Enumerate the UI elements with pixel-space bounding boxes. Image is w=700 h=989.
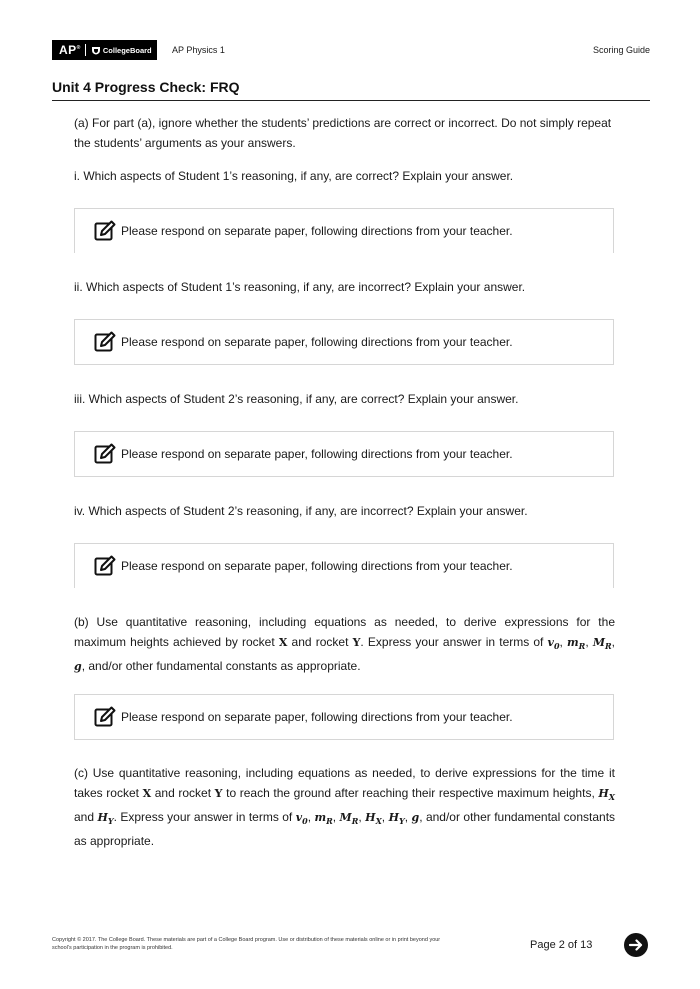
page-title: Unit 4 Progress Check: FRQ [52,79,240,95]
response-instruction: Please respond on separate paper, following directions from your teacher. [121,710,513,724]
response-box-ii[interactable] [74,319,614,365]
ap-logo-text: AP® [59,43,81,57]
response-box-b[interactable] [74,694,614,740]
response-box-i[interactable] [74,208,614,253]
edit-icon [94,555,116,577]
edit-icon [94,443,116,465]
edit-icon [94,220,116,242]
question-ii: ii. Which aspects of Student 1’s reasoning, if any, are incorrect? Explain your answer. [74,280,526,294]
question-iii: iii. Which aspects of Student 2’s reasoning, if any, are correct? Explain your answer. [74,392,519,406]
part-c-question: (c) Use quantitative reasoning, including equations as needed, to derive expressions for the time it takes rocket X and rocket Y to reach the ground after reaching their respective maximum heights, $H_X$ and $H_Y$. Express your answer in terms of $v_0$, $m_R$, $M_R$, $H_X$, $H_Y$, g, and/or other fundamental constants as appropriate. [74,766,616,849]
ap-college-board-logo [52,40,157,60]
copyright-notice: Copyright © 2017. The College Board. These materials are part of a College Board program. Use or distribution of these materials online or in print beyond your school’s participation in the program is prohibited. [52,937,441,951]
logo-divider [85,44,86,56]
response-box-iv[interactable] [74,543,614,588]
question-iv: iv. Which aspects of Student 2’s reasoning, if any, are incorrect? Explain your answer. [74,504,528,518]
response-instruction: Please respond on separate paper, following directions from your teacher. [121,447,513,461]
page-number: Page 2 of 13 [530,939,593,951]
title-divider [52,100,650,101]
guide-label: Scoring Guide [592,45,650,55]
college-board-logo-text: CollegeBoard [102,45,152,55]
question-i: i. Which aspects of Student 1’s reasoning, if any, are correct? Explain your answer. [74,169,514,183]
course-name: AP Physics 1 [172,45,225,55]
response-instruction: Please respond on separate paper, following directions from your teacher. [121,335,513,349]
response-instruction: Please respond on separate paper, following directions from your teacher. [121,224,513,238]
page-header [52,38,650,64]
part-b-question: (b) Use quantitative reasoning, including equations as needed, to derive expressions for the maximum heights achieved by rocket X and rocket Y. Express your answer in terms of $v_0$, $m_R$, $M_R$, g, and/or other fundamental constants as appropriate. [74,615,616,674]
edit-icon [94,331,116,353]
part-a-intro: (a) For part (a), ignore whether the students’ predictions are correct or incorrect. Do not simply repeat the students’ arguments as your answers. [74,116,612,150]
response-box-iii[interactable] [74,431,614,477]
arrow-right-icon [628,937,644,953]
response-instruction: Please respond on separate paper, following directions from your teacher. [121,559,513,573]
acorn-icon [91,45,101,55]
edit-icon [94,706,116,728]
next-page-button[interactable] [624,933,648,957]
